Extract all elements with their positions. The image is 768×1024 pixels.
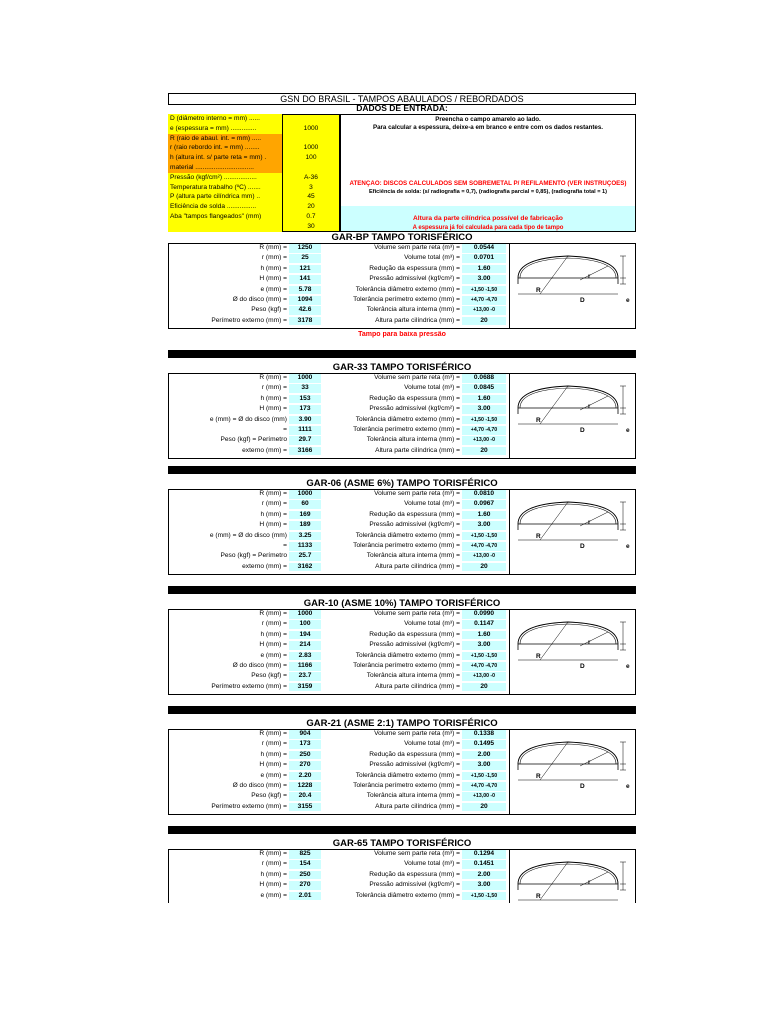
- param-value: 270: [289, 761, 321, 770]
- input-value-field[interactable]: 0.7: [282, 212, 340, 222]
- result-value: +13,00 -0: [462, 792, 506, 801]
- input-block: [168, 114, 636, 232]
- param-label: Perímetro externo (mm) =: [211, 316, 287, 324]
- param-label: e (mm) =: [260, 891, 287, 899]
- result-label: Volume total (m³) =: [404, 254, 460, 262]
- param-label: h (mm) =: [260, 870, 287, 878]
- result-value: 0.1451: [462, 860, 506, 869]
- input-label: R (raio de abaul. int. = mm) .....: [168, 134, 282, 144]
- result-label: Pressão admissível (kgf/cm²) =: [369, 761, 460, 769]
- result-label: Pressão admissível (kgf/cm²) =: [369, 275, 460, 283]
- param-label: H (mm) =: [259, 641, 287, 649]
- param-label: R (mm) =: [259, 244, 287, 251]
- result-value: 2.00: [462, 871, 506, 880]
- param-label: R (mm) =: [259, 730, 287, 737]
- diagram-label-e: e: [626, 543, 630, 550]
- section-title: GAR-BP TAMPO TORISFÉRICO: [331, 232, 473, 243]
- param-value: 42.6: [289, 306, 321, 315]
- result-value: +1,50 -1,50: [462, 416, 506, 425]
- result-label: Tolerância diâmetro externo (mm) =: [355, 891, 460, 899]
- radius-dimension-line: [540, 862, 568, 900]
- result-value: 3.00: [462, 275, 506, 284]
- diagram-label-r: r: [588, 759, 591, 766]
- param-value: 60: [289, 500, 321, 509]
- radius-dimension-line: [540, 502, 568, 540]
- diagram-label-r: r: [588, 639, 591, 646]
- head-outer-curve: [518, 256, 618, 278]
- result-value: 0.0810: [462, 490, 506, 499]
- input-note-line1: Preencha o campo amarelo ao lado.: [435, 116, 541, 123]
- result-value: 0.1147: [462, 620, 506, 629]
- tank-head-section: [168, 586, 636, 704]
- result-label: Altura parte cilíndrica (mm) =: [375, 446, 460, 454]
- tank-head-section: [168, 706, 636, 824]
- section-separator-bar: [168, 586, 636, 594]
- diagram-label-R: R: [536, 533, 541, 540]
- param-label: externo (mm) =: [242, 562, 287, 570]
- result-label: Tolerância perímetro externo (mm) =: [353, 426, 460, 433]
- sheet-title: GSN DO BRASIL - TAMPOS ABAULADOS / REBORDADOS: [280, 94, 524, 104]
- param-value: 29.7: [289, 436, 321, 445]
- input-value-field[interactable]: 1000: [282, 124, 340, 134]
- input-label: Aba "tampos flangeados" (mm): [168, 212, 282, 222]
- param-value: 2.83: [289, 652, 321, 661]
- param-label: externo (mm) =: [242, 446, 287, 454]
- diagram-label-D: D: [580, 663, 585, 670]
- tank-head-diagram: RrD e: [510, 850, 634, 903]
- result-value: 1.60: [462, 395, 506, 404]
- param-value: 25.7: [289, 552, 321, 561]
- param-label: =: [283, 542, 287, 549]
- param-label: e (mm) =: [260, 771, 287, 779]
- result-label: Volume sem parte reta (m³) =: [374, 244, 460, 251]
- result-value: 3.00: [462, 641, 506, 650]
- input-label: material ................................: [168, 163, 282, 173]
- param-label: e (mm) =: [260, 285, 287, 293]
- result-value: 20: [462, 803, 506, 812]
- result-value: +13,00 -0: [462, 436, 506, 445]
- diagram-label-R: R: [536, 417, 541, 424]
- result-label: Volume total (m³) =: [404, 500, 460, 508]
- section-note: Tampo para baixa pressão: [358, 331, 446, 339]
- param-label: Peso (kgf) =: [251, 792, 287, 800]
- tank-head-diagram: [510, 490, 634, 570]
- param-value: 121: [289, 265, 321, 274]
- input-value-field[interactable]: 100: [282, 153, 340, 163]
- result-value: 20: [462, 683, 506, 692]
- result-value: +1,50 -1,50: [462, 772, 506, 781]
- param-label: Perímetro externo (mm) =: [211, 802, 287, 810]
- result-value: 0.0990: [462, 610, 506, 619]
- result-label: Altura parte cilíndrica (mm) =: [375, 682, 460, 690]
- result-value: +4,70 -4,70: [462, 662, 506, 671]
- result-value: +1,50 -1,50: [462, 652, 506, 661]
- result-value: +1,50 -1,50: [462, 286, 506, 295]
- param-value: 189: [289, 521, 321, 530]
- param-value: 154: [289, 860, 321, 869]
- tank-head-section: [168, 826, 636, 910]
- param-label: R (mm) =: [259, 490, 287, 497]
- result-label: Tolerância altura interna (mm) =: [366, 436, 460, 444]
- section-title: GAR-65 TAMPO TORISFÉRICO: [332, 838, 472, 849]
- section-title: GAR-33 TAMPO TORISFÉRICO: [332, 362, 472, 373]
- result-label: Volume total (m³) =: [404, 384, 460, 392]
- param-label: H (mm) =: [259, 275, 287, 283]
- param-value: 3178: [289, 317, 321, 326]
- diagram-label-R: R: [536, 893, 541, 900]
- section-separator-bar: [168, 826, 636, 834]
- result-label: Tolerância perímetro externo (mm) =: [353, 296, 460, 303]
- diagram-label-D: D: [580, 427, 585, 434]
- spreadsheet-sheet: [168, 93, 636, 910]
- param-value: 23.7: [289, 672, 321, 681]
- result-label: Tolerância perímetro externo (mm) =: [353, 782, 460, 789]
- result-value: +4,70 -4,70: [462, 426, 506, 435]
- param-label: h (mm) =: [260, 510, 287, 518]
- result-label: Volume total (m³) =: [404, 620, 460, 628]
- param-label: h (mm) =: [260, 750, 287, 758]
- param-label: Peso (kgf) =: [251, 672, 287, 680]
- tank-head-diagram: [510, 610, 634, 690]
- param-value: 33: [289, 384, 321, 393]
- result-value: 0.0967: [462, 500, 506, 509]
- diagram-label-D: D: [580, 783, 585, 790]
- diagram-label-e: e: [626, 297, 630, 304]
- result-label: Volume sem parte reta (m³) =: [374, 610, 460, 617]
- input-value-field[interactable]: 30: [282, 222, 340, 232]
- param-value: 250: [289, 751, 321, 760]
- result-label: Redução da espessura (mm) =: [369, 394, 460, 402]
- param-label: h (mm) =: [260, 394, 287, 402]
- input-label: Pressão (kgf/cm²) ..................: [168, 173, 282, 183]
- section-separator-bar: [168, 350, 636, 358]
- param-value: 173: [289, 405, 321, 414]
- result-label: Tolerância altura interna (mm) =: [366, 672, 460, 680]
- input-value-field[interactable]: A-36: [282, 173, 340, 183]
- param-value: 169: [289, 511, 321, 520]
- param-label: Peso (kgf) =: [251, 306, 287, 314]
- result-value: 0.1495: [462, 740, 506, 749]
- param-value: 3162: [289, 563, 321, 572]
- diagram-label-r: r: [588, 403, 591, 410]
- result-value: 1.60: [462, 265, 506, 274]
- diagram-label-r: r: [588, 519, 591, 526]
- input-heading: DADOS DE ENTRADA:: [356, 104, 448, 113]
- result-label: Tolerância diâmetro externo (mm) =: [355, 651, 460, 659]
- param-label: Perímetro externo (mm) =: [211, 682, 287, 690]
- param-label: Ø do disco (mm) =: [232, 662, 287, 669]
- diagram-label-e: e: [626, 427, 630, 434]
- input-value-field[interactable]: 45: [282, 192, 340, 202]
- result-value: 3.00: [462, 521, 506, 530]
- param-value: 194: [289, 631, 321, 640]
- param-label: R (mm) =: [259, 850, 287, 857]
- tank-head-section: [168, 466, 636, 584]
- result-label: Volume sem parte reta (m³) =: [374, 374, 460, 381]
- param-value: 25: [289, 254, 321, 263]
- param-label: r (mm) =: [261, 860, 287, 868]
- section-separator-bar: [168, 466, 636, 474]
- param-value: 1250: [289, 244, 321, 253]
- result-label: Tolerância diâmetro externo (mm) =: [355, 285, 460, 293]
- result-label: Volume sem parte reta (m³) =: [374, 730, 460, 737]
- param-value: 3.90: [289, 416, 321, 425]
- result-label: Tolerância altura interna (mm) =: [366, 792, 460, 800]
- result-label: Tolerância perímetro externo (mm) =: [353, 542, 460, 549]
- param-label: r (mm) =: [261, 384, 287, 392]
- param-label: e (mm) = Ø do disco (mm): [209, 415, 287, 423]
- result-value: 0.0544: [462, 244, 506, 253]
- result-value: +1,50 -1,50: [462, 892, 506, 901]
- input-label: [168, 222, 282, 232]
- param-label: e (mm) = Ø do disco (mm): [209, 531, 287, 539]
- param-label: r (mm) =: [261, 254, 287, 262]
- head-outer-curve: [518, 742, 618, 764]
- param-value: 153: [289, 395, 321, 404]
- tank-head-section: [168, 232, 636, 350]
- input-label: Eficiência de solda ................: [168, 202, 282, 212]
- input-value-field[interactable]: 20: [282, 202, 340, 212]
- input-note-line2: Para calcular a espessura, deixe-a em branco e entre com os dados restantes.: [372, 124, 604, 131]
- param-label: Ø do disco (mm) =: [232, 782, 287, 789]
- result-label: Tolerância altura interna (mm) =: [366, 552, 460, 560]
- result-value: 0.0845: [462, 384, 506, 393]
- result-value: 0.1338: [462, 730, 506, 739]
- head-outer-curve: [518, 862, 618, 884]
- result-label: Pressão admissível (kgf/cm²) =: [369, 405, 460, 413]
- head-outer-curve: [518, 502, 618, 524]
- radius-dimension-line: [540, 256, 568, 294]
- param-value: 1133: [289, 542, 321, 551]
- result-value: 3.00: [462, 405, 506, 414]
- input-label: P (altura parte cilíndrica mm) ..: [168, 192, 282, 202]
- param-value: 1111: [289, 426, 321, 435]
- result-value: 0.0701: [462, 254, 506, 263]
- input-values-border: [282, 114, 340, 232]
- param-value: 1166: [289, 662, 321, 671]
- result-label: Redução da espessura (mm) =: [369, 510, 460, 518]
- param-label: r (mm) =: [261, 740, 287, 748]
- result-label: Volume sem parte reta (m³) =: [374, 850, 460, 857]
- result-label: Altura parte cilíndrica (mm) =: [375, 562, 460, 570]
- result-label: Redução da espessura (mm) =: [369, 870, 460, 878]
- result-value: 3.00: [462, 761, 506, 770]
- result-value: +13,00 -0: [462, 306, 506, 315]
- result-value: 1.60: [462, 511, 506, 520]
- diagram-label-R: R: [536, 287, 541, 294]
- param-label: R (mm) =: [259, 610, 287, 617]
- radius-dimension-line: [540, 386, 568, 424]
- param-value: 214: [289, 641, 321, 650]
- param-value: 3.25: [289, 532, 321, 541]
- result-label: Volume total (m³) =: [404, 860, 460, 868]
- param-label: H (mm) =: [259, 761, 287, 769]
- input-value-field[interactable]: 1000: [282, 143, 340, 153]
- param-value: 3166: [289, 447, 321, 456]
- tank-head-diagram: [510, 730, 634, 810]
- param-label: H (mm) =: [259, 405, 287, 413]
- section-separator-bar: [168, 706, 636, 714]
- param-value: 1000: [289, 610, 321, 619]
- param-value: 270: [289, 881, 321, 890]
- param-value: 20.4: [289, 792, 321, 801]
- diagram-label-D: D: [580, 297, 585, 304]
- result-label: Volume total (m³) =: [404, 740, 460, 748]
- input-label: e (espessura = mm) ..............: [168, 124, 282, 134]
- diagram-label-r: r: [588, 879, 591, 886]
- result-value: 20: [462, 563, 506, 572]
- diagram-label-D: D: [580, 543, 585, 550]
- result-value: +13,00 -0: [462, 552, 506, 561]
- result-label: Tolerância altura interna (mm) =: [366, 306, 460, 314]
- tank-head-diagram: [510, 244, 634, 324]
- param-label: R (mm) =: [259, 374, 287, 381]
- head-outer-curve: [518, 622, 618, 644]
- result-label: Tolerância diâmetro externo (mm) =: [355, 531, 460, 539]
- result-value: 1.60: [462, 631, 506, 640]
- result-label: Volume sem parte reta (m³) =: [374, 490, 460, 497]
- param-value: 250: [289, 871, 321, 880]
- result-value: +13,00 -0: [462, 672, 506, 681]
- param-label: r (mm) =: [261, 500, 287, 508]
- param-label: H (mm) =: [259, 521, 287, 529]
- tank-head-diagram: [510, 374, 634, 454]
- param-value: 2.01: [289, 892, 321, 901]
- param-value: 5.78: [289, 286, 321, 295]
- result-label: Redução da espessura (mm) =: [369, 264, 460, 272]
- param-value: 1000: [289, 490, 321, 499]
- param-value: 173: [289, 740, 321, 749]
- param-value: 825: [289, 850, 321, 859]
- diagram-label-R: R: [536, 653, 541, 660]
- input-label: h (altura int. s/ parte reta = mm) .: [168, 153, 282, 163]
- radius-dimension-line: [540, 742, 568, 780]
- input-value-field[interactable]: 3: [282, 183, 340, 193]
- diagram-label-r: r: [588, 273, 591, 280]
- result-value: 0.1294: [462, 850, 506, 859]
- param-value: 904: [289, 730, 321, 739]
- result-label: Altura parte cilíndrica (mm) =: [375, 316, 460, 324]
- tank-head-section: [168, 350, 636, 468]
- param-label: Peso (kgf) = Perímetro: [220, 436, 287, 444]
- result-value: 0.0688: [462, 374, 506, 383]
- param-label: =: [283, 426, 287, 433]
- result-value: +4,70 -4,70: [462, 542, 506, 551]
- result-value: +1,50 -1,50: [462, 532, 506, 541]
- result-label: Pressão admissível (kgf/cm²) =: [369, 881, 460, 889]
- param-value: 141: [289, 275, 321, 284]
- param-label: Ø do disco (mm) =: [232, 296, 287, 303]
- param-label: Peso (kgf) = Perímetro: [220, 552, 287, 560]
- param-label: e (mm) =: [260, 651, 287, 659]
- result-label: Redução da espessura (mm) =: [369, 750, 460, 758]
- param-label: h (mm) =: [260, 630, 287, 638]
- section-title: GAR-10 (ASME 10%) TAMPO TORISFÉRICO: [303, 598, 501, 609]
- cylinder-note-line1: Altura da parte cilíndrica possível de fabricação: [413, 215, 563, 222]
- param-label: h (mm) =: [260, 264, 287, 272]
- result-value: +4,70 -4,70: [462, 296, 506, 305]
- result-label: Tolerância perímetro externo (mm) =: [353, 662, 460, 669]
- attention-warning: ATENÇÃO: DISCOS CALCULADOS SEM SOBREMETAL P/ REFILAMENTO (VER INSTRUÇÕES): [349, 180, 627, 187]
- result-label: Tolerância diâmetro externo (mm) =: [355, 771, 460, 779]
- result-value: 3.00: [462, 881, 506, 890]
- result-label: Altura parte cilíndrica (mm) =: [375, 802, 460, 810]
- radius-dimension-line: [540, 622, 568, 660]
- result-value: +4,70 -4,70: [462, 782, 506, 791]
- result-label: Pressão admissível (kgf/cm²) =: [369, 521, 460, 529]
- result-label: Tolerância diâmetro externo (mm) =: [355, 415, 460, 423]
- param-label: r (mm) =: [261, 620, 287, 628]
- diagram-label-e: e: [626, 663, 630, 670]
- input-label: D (diâmetro interno = mm) ......: [168, 114, 282, 124]
- param-value: 100: [289, 620, 321, 629]
- param-value: 3159: [289, 683, 321, 692]
- param-value: 3155: [289, 803, 321, 812]
- result-value: 20: [462, 447, 506, 456]
- input-label: Temperatura trabalho (ºC) .......: [168, 183, 282, 193]
- result-label: Pressão admissível (kgf/cm²) =: [369, 641, 460, 649]
- diagram-label-R: R: [536, 773, 541, 780]
- result-value: 2.00: [462, 751, 506, 760]
- result-value: 20: [462, 317, 506, 326]
- param-label: H (mm) =: [259, 881, 287, 889]
- input-label: r (raio rebordo int. = mm) ........: [168, 143, 282, 153]
- head-outer-curve: [518, 386, 618, 408]
- param-value: 1228: [289, 782, 321, 791]
- param-value: 1094: [289, 296, 321, 305]
- section-title: GAR-21 (ASME 2:1) TAMPO TORISFÉRICO: [306, 718, 498, 729]
- section-title: GAR-06 (ASME 6%) TAMPO TORISFÉRICO: [306, 478, 498, 489]
- param-value: 1000: [289, 374, 321, 383]
- param-value: 2.20: [289, 772, 321, 781]
- cylinder-note-line2: A espessura já foi calculada para cada tipo de tampo: [412, 225, 564, 231]
- weld-efficiency-note: Eficiência de solda: (s/ radiografia = 0,7), (radiografia parcial = 0,85), (radiografia total = 1): [369, 189, 607, 195]
- diagram-label-e: e: [626, 783, 630, 790]
- result-label: Redução da espessura (mm) =: [369, 630, 460, 638]
